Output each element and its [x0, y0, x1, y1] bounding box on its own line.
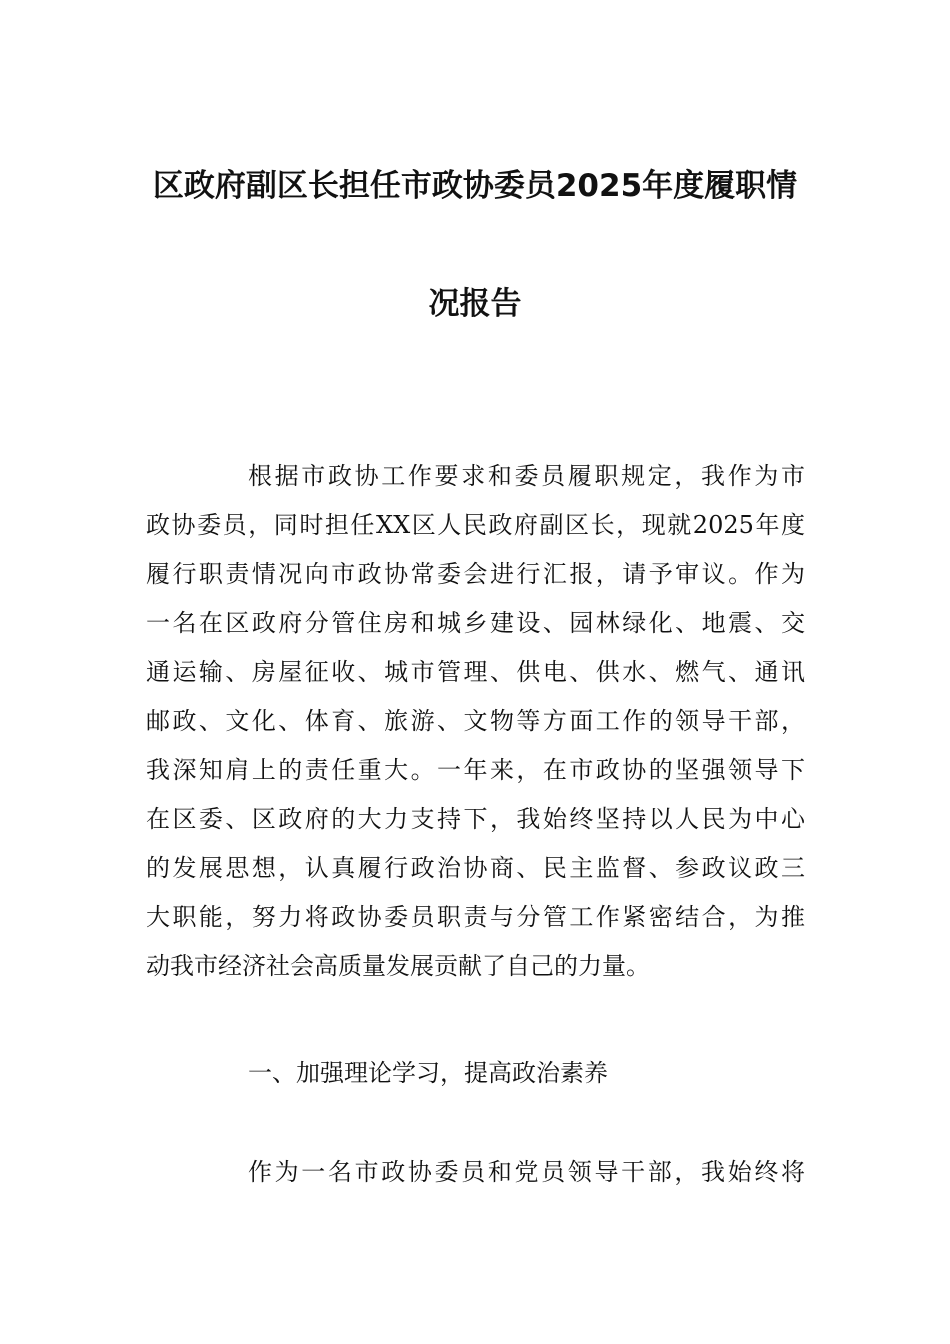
paragraph-line: 通运输、房屋征收、城市管理、供电、供水、燃气、通讯	[146, 658, 805, 686]
section-heading: 一、加强理论学习，提高政治素养	[248, 1059, 608, 1087]
document-title-line-2: 况报告	[428, 286, 522, 322]
paragraph-line: 我深知肩上的责任重大。一年来，在市政协的坚强领导下	[146, 756, 805, 784]
paragraph-line: 履行职责情况向市政协常委会进行汇报，请予审议。作为	[146, 560, 805, 588]
paragraph-line: 的发展思想，认真履行政治协商、民主监督、参政议政三	[146, 854, 805, 882]
paragraph-line: 一名在区政府分管住房和城乡建设、园林绿化、地震、交	[146, 609, 805, 637]
paragraph-line: 作为一名市政协委员和党员领导干部，我始终将	[248, 1158, 805, 1186]
paragraph-line: 政协委员，同时担任XX区人民政府副区长，现就2025年度	[146, 511, 805, 539]
paragraph-line: 动我市经济社会高质量发展贡献了自己的力量。	[146, 952, 650, 980]
paragraph-line: 大职能，努力将政协委员职责与分管工作紧密结合，为推	[146, 903, 805, 931]
paragraph-line: 根据市政协工作要求和委员履职规定，我作为市	[248, 462, 805, 490]
paragraph-line: 在区委、区政府的大力支持下，我始终坚持以人民为中心	[146, 805, 805, 833]
paragraph-line: 邮政、文化、体育、旅游、文物等方面工作的领导干部，	[146, 707, 805, 735]
document-title-line-1: 区政府副区长担任市政协委员2025年度履职情	[152, 168, 798, 204]
